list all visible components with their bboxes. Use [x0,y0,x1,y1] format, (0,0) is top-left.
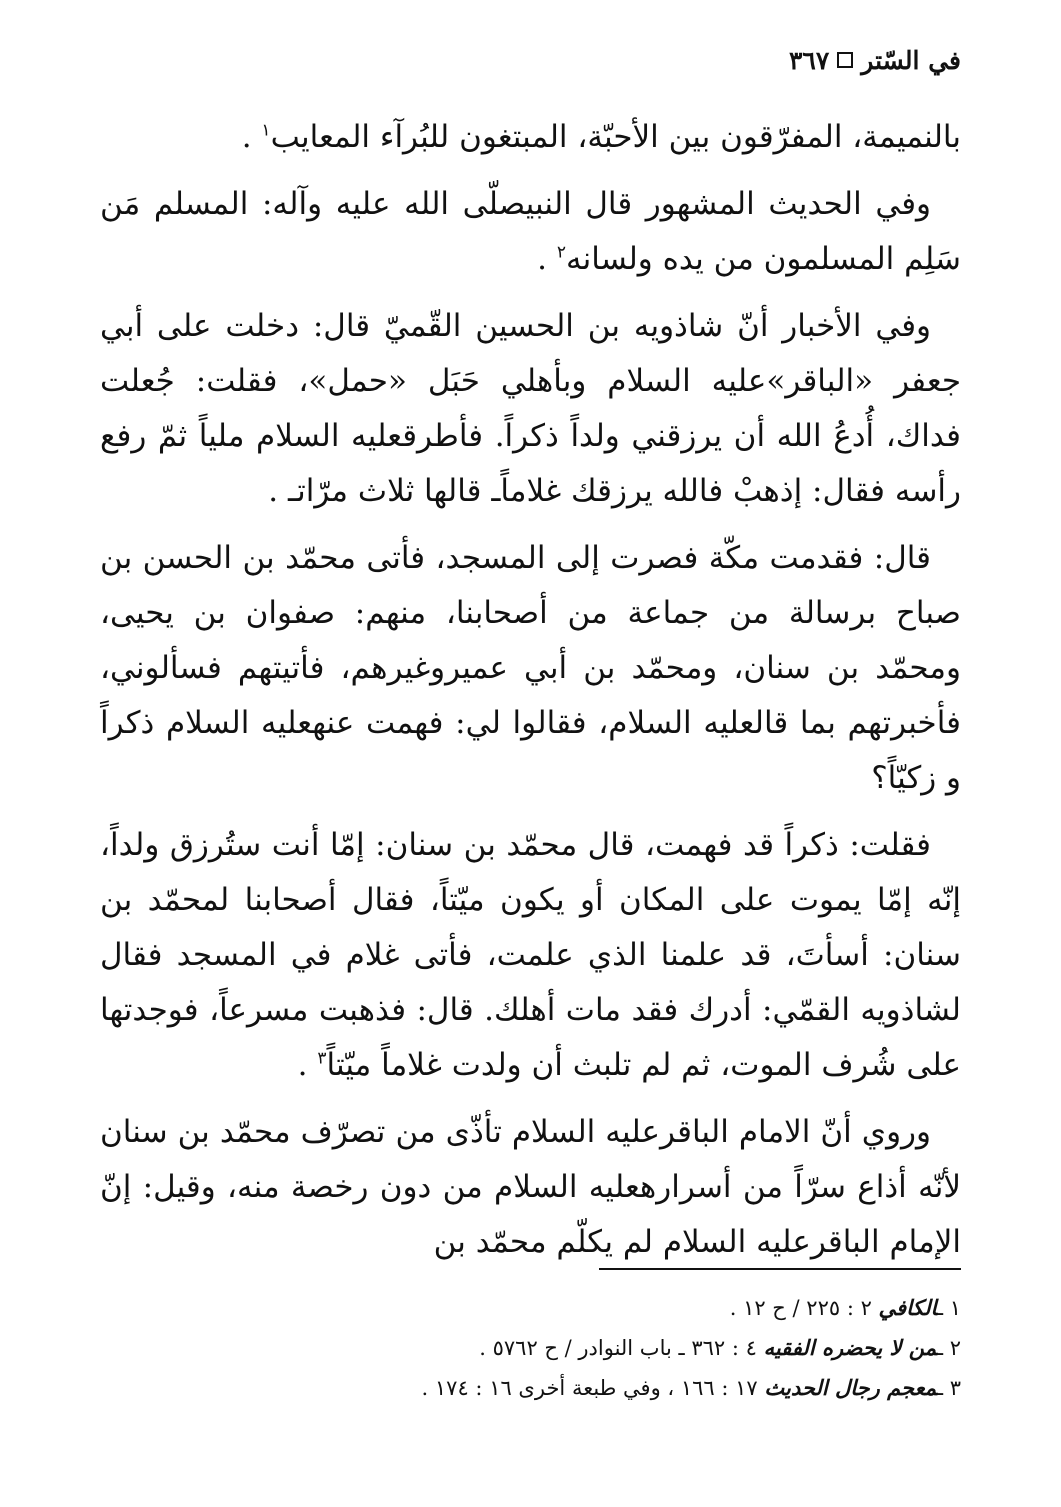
footnote-divider [599,1268,961,1270]
footnote-reference: ١٧ : ١٦٦ ، وفي طبعة أخرى ١٦ : ١٧٤ . [421,1376,758,1400]
footnote [100,1290,961,1326]
paragraph-tail: . [241,119,262,155]
paragraph [100,299,961,519]
paragraph-text: قال: فقدمت مكّة فصرت إلى المسجد، فأتى محمّد بن الحسن بن صباح برسالة من جماعة من أصحابنا، منهم: صفوان بن يحيى، ومحمّد بن سنان، ومحمّد بن أبي عميروغيرهم، فأتيتهم فسألوني، فأخبرتهم بما قالعليه السلام، فقالوا لي: فهمت عنهعليه السلام ذكراً و زكيّاً؟ [100,540,961,796]
footnote-ref: ٣ [317,1048,327,1069]
paragraph [100,818,961,1093]
footnote-number: ١ ـ [936,1296,961,1320]
footnote-ref: ١ [261,120,271,141]
footnote-number: ٣ ـ [936,1376,961,1400]
footnote-source: معجم رجال الحديث [764,1375,937,1400]
paragraph-text: فقلت: ذكراً قد فهمت، قال محمّد بن سنان: إمّا أنت ستُرزق ولداً، إنّه إمّا يموت على المكان أو يكون ميّتاً، فقال أصحابنا لمحمّد بن سنان: أسأتَ، قد علمنا الذي علمت، فأتى غلام في المسجد فقال لشاذويه القمّي: أدرك فقد مات أهلك. قال: فذهبت مسرعاً، فوجدتها على شُرف الموت، ثم لم تلبث أن ولدت غلاماً ميّتاً [100,827,961,1083]
footnote-reference: ٢ : ٢٢٥ / ح ١٢ . [729,1296,872,1320]
running-head [789,40,961,80]
paragraph-text: وفي الأخبار أنّ شاذويه بن الحسين القّميّ قال: دخلت على أبي جعفر «الباقر»عليه السلام وبأهلي حَبَل «حمل»، فقلت: جُعلت فداك، أُدعُ الله أن يرزقني ولداً ذكراً. فأطرقعليه السلام ملياً ثمّ رفع رأسه فقال: إذهبْ فالله يرزقك غلاماًـ قالها ثلاث مرّاتـ . [100,308,961,509]
footnote-reference: ٤ : ٣٦٢ ـ باب النوادر / ح ٥٧٦٢ . [479,1336,757,1360]
paragraph [100,110,961,165]
paragraph-text: وفي الحديث المشهور قال النبيصلّى الله عليه وآله: المسلم مَن سَلِم المسلمون من يده ولسانه [100,186,961,277]
paragraph-tail: . [297,1047,318,1083]
footnote [100,1370,961,1406]
book-page [100,0,961,1507]
paragraph [100,177,961,287]
footnotes [100,1290,961,1410]
paragraph-tail: . [537,241,557,277]
footnote-source: من لا يحضره الفقيه [763,1335,937,1360]
paragraph-text: بالنميمة، المفرّقون بين الأحبّة، المبتغون للبُرآء المعايب [270,119,961,155]
running-head-title: في السّتر [861,45,961,75]
footnote-source: الكافي [878,1295,937,1320]
paragraph [100,1105,961,1270]
footnote-ref: ٢ [556,242,566,263]
paragraph-text: وروي أنّ الامام الباقرعليه السلام تأذّى من تصرّف محمّد بن سنان لأنّه أذاع سرّاً من أسرارهعليه السلام من دون رخصة منه، وقيل: إنّ الإمام الباقرعليه السلام لم يكلّم محمّد بن [100,1114,961,1260]
paragraph [100,531,961,806]
page-number: ٣٦٧ [789,45,830,75]
body-text [100,110,961,1282]
footnote-number: ٢ ـ [936,1336,961,1360]
square-ornament-icon [837,52,853,68]
footnote [100,1330,961,1366]
